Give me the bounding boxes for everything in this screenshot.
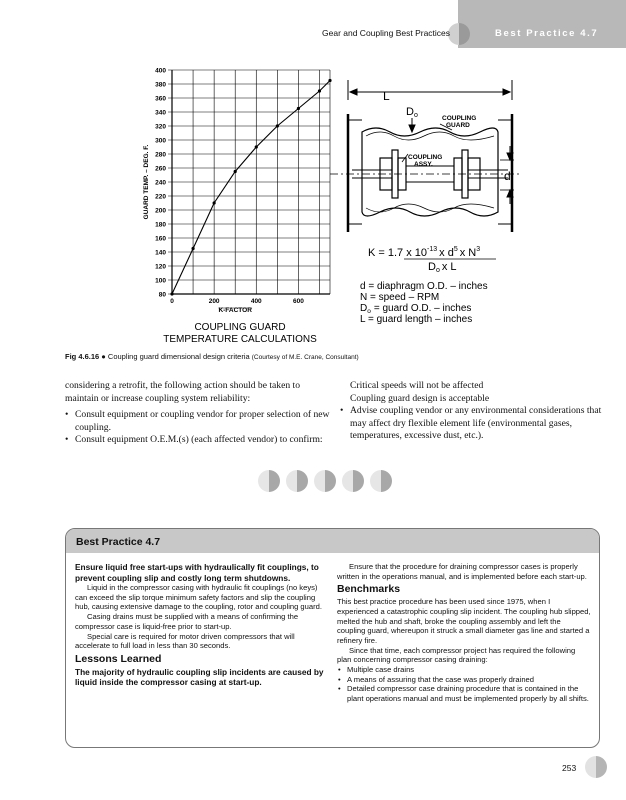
benchmarks-para: This best practice procedure has been used since 1975, when I experienced a catastrophic coupling slip incident. The coupling hub slipped, melted the hub and shaft, broke the coupling assembly and left the coupling guard, whereupon it struck a small diameter gas line and started a refinery fire.	[337, 597, 591, 645]
section-divider-dots	[258, 470, 398, 497]
data-point	[234, 170, 237, 173]
header-circle-ornament	[448, 23, 470, 45]
y-tick-label: 120	[155, 263, 166, 271]
data-point	[297, 107, 300, 110]
y-tick-label: 300	[155, 137, 166, 145]
benchmarks-bullet: • Detailed compressor case draining procedure that is contained in the plant operations manual and must be implemented properly by all shifts.	[347, 684, 591, 703]
y-tick-label: 280	[155, 151, 166, 159]
y-tick-label: 220	[155, 193, 166, 201]
label-d: d	[504, 169, 511, 183]
figure	[140, 62, 520, 347]
y-tick-label: 140	[155, 249, 166, 257]
data-point	[318, 89, 321, 92]
best-practice-header	[66, 529, 599, 553]
x-tick-label: 200	[208, 298, 220, 305]
running-header-title: Gear and Coupling Best Practices	[322, 28, 451, 38]
label-coupling-assy-1: COUPLING	[408, 154, 443, 161]
lessons-learned-heading: Lessons Learned	[75, 652, 162, 665]
data-point	[213, 201, 216, 204]
x-axis-label: K-FACTOR	[218, 307, 252, 314]
best-practice-right-column	[337, 562, 591, 704]
body-left-bullet: • Consult equipment or coupling vendor for proper selection of new coupling.	[75, 409, 330, 434]
label-coupling-assy-2: ASSY.	[414, 161, 433, 168]
y-tick-label: 100	[155, 277, 166, 285]
y-tick-label: 180	[155, 221, 166, 229]
divider-dot	[370, 470, 392, 492]
best-practice-lead: Ensure liquid free start-ups with hydraulically fit couplings, to prevent coupling slip and costly long term shutdowns.	[75, 562, 319, 583]
chart-title-line-2: TEMPERATURE CALCULATIONS	[163, 334, 317, 345]
benchmarks-para: Since that time, each compressor project has required the following plan concerning compressor casing draining:	[337, 645, 576, 665]
y-tick-label: 260	[155, 165, 166, 173]
body-right-line: Critical speeds will not be affected	[350, 380, 484, 391]
page-number-circle-ornament	[585, 756, 607, 778]
svg-text:K = 1.7 x 10-13x d5x N3: K = 1.7 x $10^{-13}$ x $d^5$ x $N^3$	[368, 246, 481, 259]
figure-caption: Fig 4.6.16 ● Coupling guard dimensional design criteria (Courtesy of M.E. Crane, Consultant)	[65, 352, 359, 361]
best-practice-para: Ensure that the procedure for draining compressor cases is properly written in the operations manual, and is implemented before each start-up.	[337, 562, 587, 581]
x-tick-label: 600	[292, 298, 304, 305]
best-practice-para: Liquid in the compressor casing with hydraulic fit couplings (no keys) can exceed the slip torque minimum safety factors and slip the coupling hub, causing extensive damage to the coupling, rotor and coupling guard.	[75, 583, 322, 612]
header-tab-label: Best Practice 4.7	[495, 28, 599, 39]
body-right-line: Coupling guard design is acceptable	[350, 392, 490, 404]
y-axis-label: GUARD TEMP. – DEG. F.	[143, 144, 150, 220]
label-Do: Do	[406, 106, 418, 119]
data-point	[255, 145, 258, 148]
chart-title-line-1: COUPLING GUARD	[194, 322, 286, 333]
data-point	[276, 124, 279, 127]
coupling-guard-temperature-chart	[143, 68, 332, 346]
benchmarks-bullet: • A means of assuring that the case was properly drained	[347, 675, 591, 685]
body-left-paragraph: considering a retrofit, the following action should be taken to maintain or increase coupling system reliability:	[65, 380, 300, 404]
label-coupling-guard-1: COUPLING	[442, 115, 477, 122]
best-practice-para: Casing drains must be supplied with a means of confirming the compressor case is liquid-free prior to start-up.	[75, 612, 299, 631]
x-tick-label: 0	[170, 298, 174, 305]
svg-text:Dox L: Do x L	[428, 261, 457, 274]
divider-dot	[258, 470, 280, 492]
y-tick-label: 360	[155, 95, 166, 103]
y-tick-label: 160	[155, 235, 166, 243]
legend-N: N = speed – RPM	[360, 292, 440, 303]
divider-dot	[342, 470, 364, 492]
best-practice-heading: Best Practice 4.7	[76, 536, 161, 548]
x-tick-label: 400	[250, 298, 262, 305]
y-tick-label: 80	[158, 291, 166, 299]
body-left-bullet: • Consult equipment O.E.M.(s) (each affected vendor) to confirm:	[75, 434, 330, 447]
benchmarks-heading: Benchmarks	[337, 583, 401, 596]
label-L: L	[383, 89, 390, 103]
k-factor-formula	[368, 246, 496, 274]
body-left-column	[65, 380, 330, 447]
divider-dot	[314, 470, 336, 492]
legend-d: d = diaphragm O.D. – inches	[360, 281, 488, 292]
best-practice-box	[65, 528, 600, 748]
legend-L: L = guard length – inches	[360, 314, 473, 325]
legend-Do: $D_o$ = guard O.D. – inches	[360, 303, 472, 315]
y-tick-label: 240	[155, 179, 166, 187]
page-number: 253	[562, 763, 577, 773]
y-tick-label: 340	[155, 109, 166, 117]
lessons-learned-text: The majority of hydraulic coupling slip incidents are caused by liquid inside the compressor casing at start-up.	[75, 666, 324, 688]
variable-legend	[360, 281, 488, 325]
divider-dot	[286, 470, 308, 492]
best-practice-para: Special care is required for motor driven compressors that will accelerate to full load in less than 30 seconds.	[75, 631, 295, 651]
data-point	[328, 79, 331, 82]
benchmarks-bullet: • Multiple case drains	[347, 665, 591, 675]
y-tick-label: 380	[155, 81, 166, 89]
body-right-bullet: • Advise coupling vendor or any environmental considerations that may affect dry flexible element life (environmental gases, temperatures, excessive dust, etc.).	[350, 405, 602, 443]
body-right-column	[340, 380, 602, 443]
series-line	[172, 81, 330, 295]
y-tick-label: 200	[155, 207, 166, 215]
data-point	[191, 247, 194, 250]
label-coupling-guard-2: GUARD	[446, 122, 470, 129]
data-point	[170, 292, 173, 295]
y-tick-label: 320	[155, 123, 166, 131]
header-tab	[458, 0, 626, 48]
y-tick-label: 400	[155, 67, 166, 75]
best-practice-left-column	[75, 562, 328, 688]
